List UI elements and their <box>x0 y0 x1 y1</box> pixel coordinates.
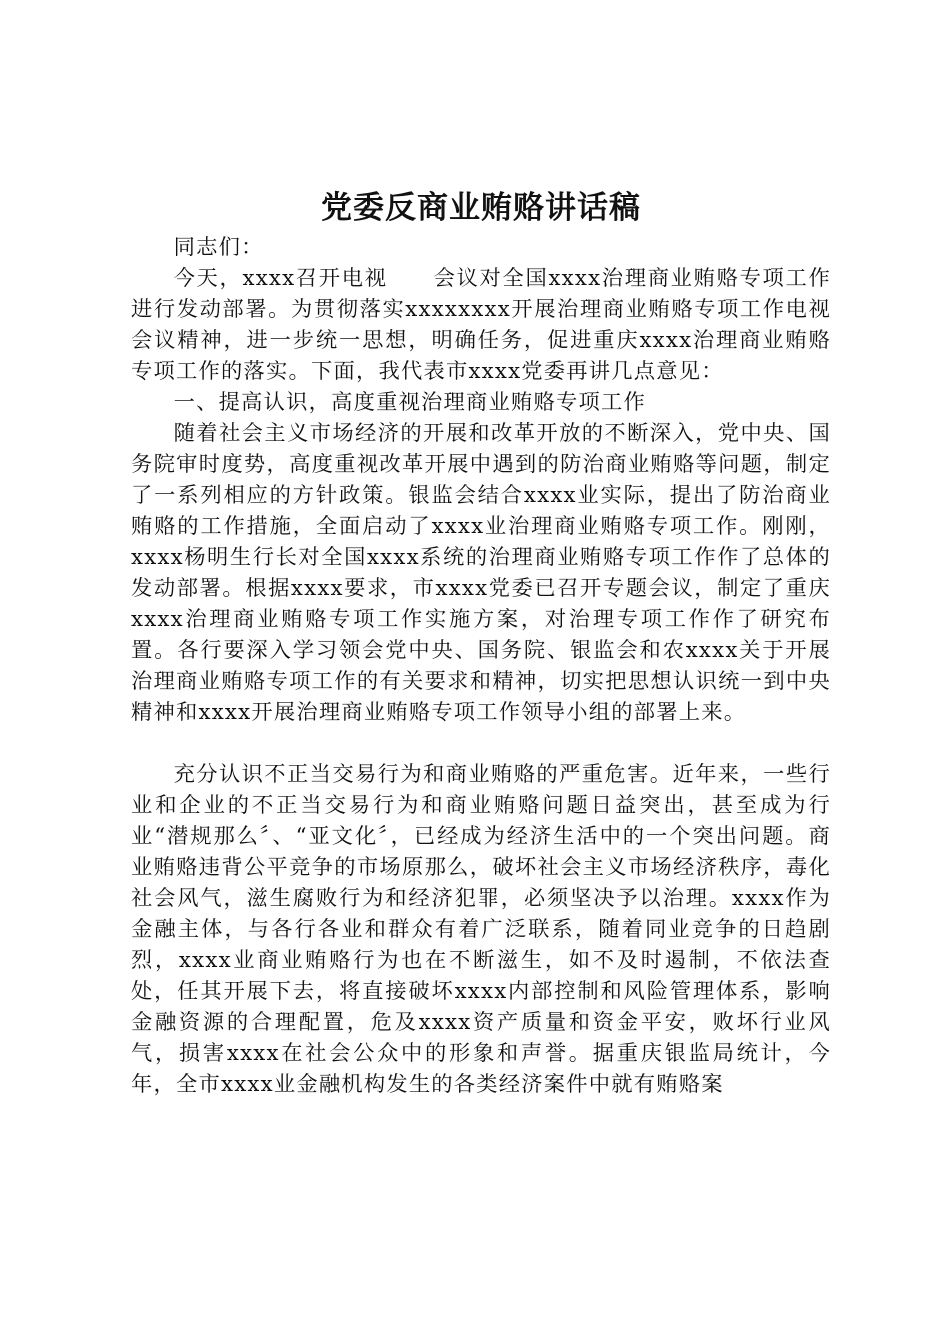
paragraph-background: 随着社会主义市场经济的开展和改革开放的不断深入，党中央、国务院审时度势，高度重视改革开展中遇到的防治商业贿赂等问题，制定了一系列相应的方针政策。银监会结合xxxx业实际，提出了防治商业贿赂的工作措施，全面启动了xxxx业治理商业贿赂专项工作。刚刚，xxxx杨明生行长对全国xxxx系统的治理商业贿赂专项工作作了总体的发动部署。根据xxxx要求，市xxxx党委已召开专题会议，制定了重庆xxxx治理商业贿赂专项工作实施方案，对治理专项工作作了研究布置。各行要深入学习领会党中央、国务院、银监会和农xxxx关于开展治理商业贿赂专项工作的有关要求和精神，切实把思想认识统一到中央精神和xxxx开展治理商业贿赂专项工作领导小组的部署上来。 <box>131 421 831 725</box>
paragraph-intro: 今天，xxxx召开电视 会议对全国xxxx治理商业贿赂专项工作进行发动部署。为贯彻落实xxxxxxxx开展治理商业贿赂专项工作电视 会议精神，进一步统一思想，明确任务，促进重庆xxxx治理商业贿赂专项工作的落实。下面，我代表市xxxx党委再讲几点意见： <box>131 266 876 384</box>
paragraph-harm: 充分认识不正当交易行为和商业贿赂的严重危害。近年来，一些行业和企业的不正当交易行为和商业贿赂问题日益突出，甚至成为行业“潜规那么〞、“亚文化〞，已经成为经济生活中的一个突出问题。商业贿赂违背公平竞争的市场原那么，破坏社会主义市场经济秩序，毒化社会风气，滋生腐败行为和经济犯罪，必须坚决予以治理。xxxx作为金融主体，与各行各业和群众有着广泛联系，随着同业竞争的日趋剧烈，xxxx业商业贿赂行为也在不断滋生，如不及时遏制，不依法查处，任其开展下去，将直接破坏xxxx内部控制和风险管理体系，影响金融资源的合理配置，危及xxxx资产质量和资金平安，败坏行业风气，损害xxxx在社会公众中的形象和声誉。据重庆银监局统计，今年，全市xxxx业金融机构发生的各类经济案件中就有贿赂案 <box>131 762 831 1097</box>
salutation: 同志们： <box>173 235 264 260</box>
document-body <box>131 232 876 1100</box>
section-heading-1: 一、提高认识，高度重视治理商业贿赂专项工作 <box>173 390 647 415</box>
document-title: 党委反商业贿赂讲话稿 <box>321 190 641 226</box>
